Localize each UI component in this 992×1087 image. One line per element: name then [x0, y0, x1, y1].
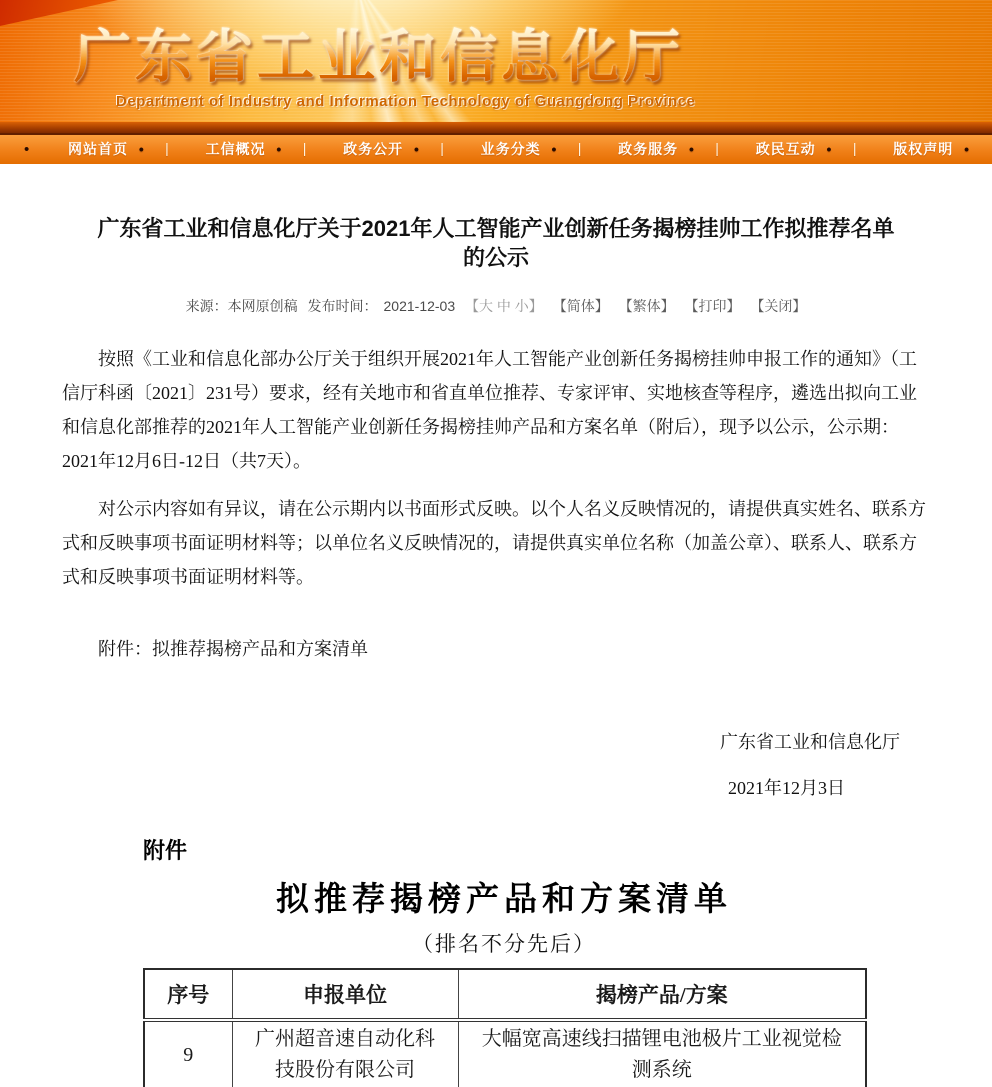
attachment-section: [0, 834, 992, 1087]
attachment-title: 拟推荐揭榜产品和方案清单: [276, 882, 732, 918]
nav-item-home[interactable]: • 网站首页 |: [29, 135, 167, 164]
banner-bottom-strip: [0, 122, 992, 133]
simplified-chinese-button[interactable]: 【简体】: [552, 298, 609, 314]
page-title: 广东省工业和信息化厅关于2021年人工智能产业创新任务揭榜挂帅工作拟推荐名单的公示: [97, 216, 895, 270]
signature-date: 2021年12月3日: [728, 778, 845, 798]
header-applicant-unit: 申报单位: [232, 969, 458, 1020]
traditional-chinese-button[interactable]: 【繁体】: [618, 298, 675, 314]
attachment-reference-line: 附件：拟推荐揭榜产品和方案清单: [98, 639, 368, 659]
publish-date: 2021-12-03: [383, 298, 456, 314]
main-navigation: [0, 133, 992, 164]
nav-item-copyright[interactable]: • 版权声明: [854, 135, 992, 164]
recommendation-table: [143, 968, 867, 1087]
nav-item-gov-affairs[interactable]: • 政务公开 |: [304, 135, 442, 164]
cell-applicant-unit: 广州超音速自动化科技股份有限公司: [232, 1020, 458, 1087]
signature-department: 广东省工业和信息化厅: [720, 732, 900, 752]
article-source: 来源：本网原创稿: [185, 298, 298, 314]
publish-time-label: 发布时间：: [307, 298, 378, 314]
attachment-label: 附件: [143, 838, 188, 863]
site-title: 广东省工业和信息化厅: [74, 25, 684, 89]
paragraph-notice: 按照《工业和信息化部办公厅关于组织开展2021年人工智能产业创新任务揭榜挂帅申报工作的通知》（工信厅科函〔2021〕231号）要求，经有关地市和省直单位推荐、专家评审、实地核查等程序，遴选出拟向工业和信息化部推荐的2021年人工智能产业创新任务揭榜挂帅产品和方案名单（附后），现予以公示，公示期：2021年12月6日-12日（共7天）。: [62, 349, 917, 471]
article-meta-bar: [62, 296, 930, 316]
nav-bullet-icon: •: [24, 141, 30, 158]
table-header-row: [144, 969, 866, 1020]
header-product-scheme: 揭榜产品/方案: [458, 969, 866, 1020]
site-subtitle-english: Department of Industry and Information Technology of Guangdong Province: [116, 92, 696, 110]
table-row: [144, 1020, 866, 1087]
article-content: [0, 164, 992, 800]
nav-item-interaction[interactable]: • 政民互动 |: [717, 135, 855, 164]
print-button[interactable]: 【打印】: [684, 298, 741, 314]
close-button[interactable]: 【关闭】: [750, 298, 807, 314]
font-size-control[interactable]: 【大 中 小】: [465, 298, 543, 314]
cell-product-scheme: 大幅宽高速线扫描锂电池极片工业视觉检测系统: [458, 1020, 866, 1087]
article-body: [62, 342, 930, 594]
nav-item-business-category[interactable]: • 业务分类 |: [442, 135, 580, 164]
cell-serial-number: 9: [144, 1020, 232, 1087]
attachment-subtitle: （排名不分先后）: [412, 932, 596, 956]
nav-item-overview[interactable]: • 工信概况 |: [167, 135, 305, 164]
header-serial-number: 序号: [144, 969, 232, 1020]
paragraph-objection: 对公示内容如有异议，请在公示期内以书面形式反映。以个人名义反映情况的，请提供真实姓名、联系方式和反映事项书面证明材料等；以单位名义反映情况的，请提供真实单位名称（加盖公章）、联系人、联系方式和反映事项书面证明材料等。: [62, 499, 926, 587]
nav-item-gov-services[interactable]: • 政务服务 |: [579, 135, 717, 164]
site-banner: [0, 0, 992, 133]
